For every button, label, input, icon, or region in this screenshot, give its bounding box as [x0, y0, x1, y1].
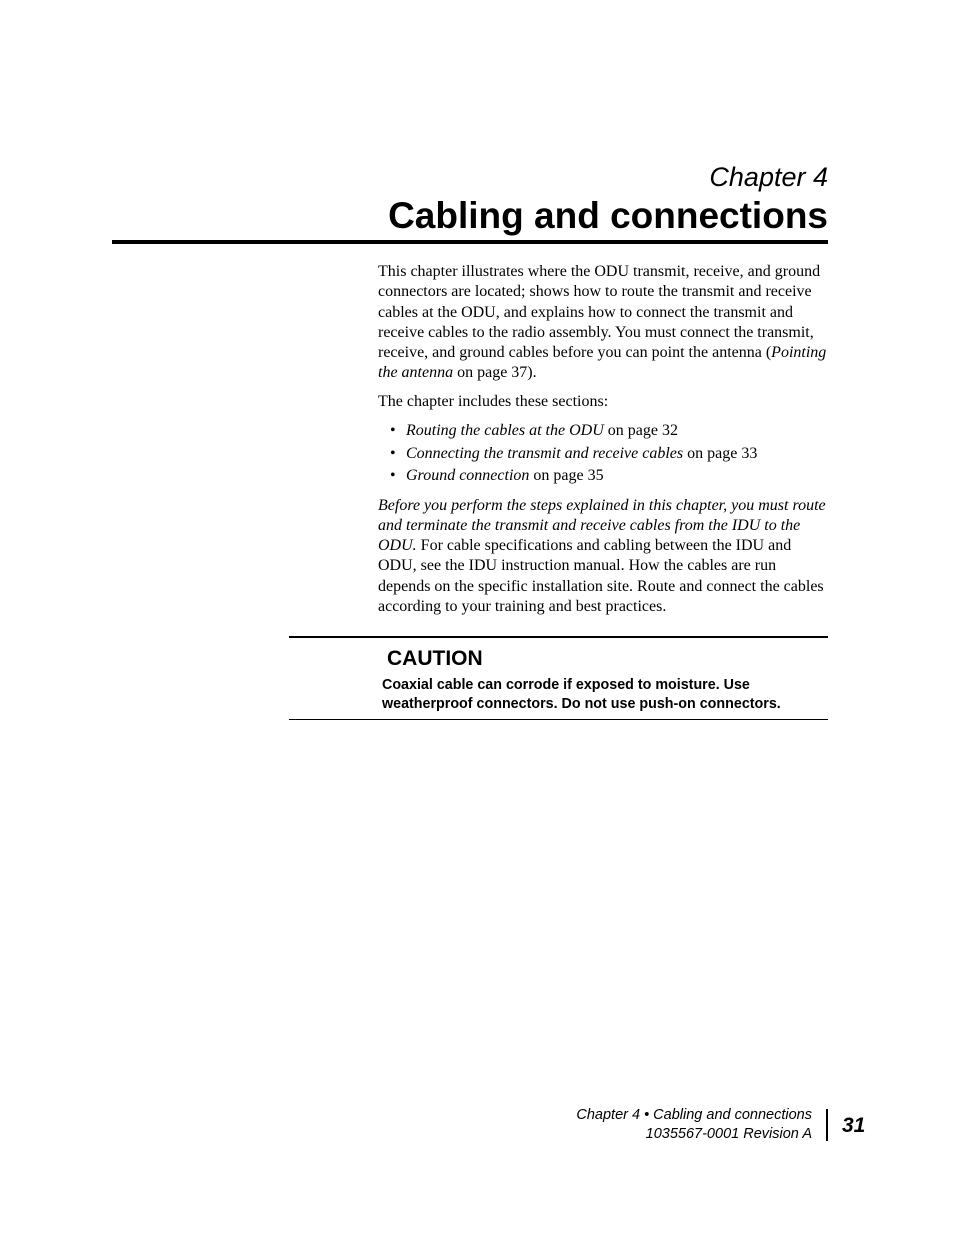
sections-intro: The chapter includes these sections: [378, 392, 609, 410]
section-item [378, 465, 828, 488]
intro-text: This chapter illustrates where the ODU transmit, receive, and ground connectors are located; shows how to route the transmit and receive cables at the ODU, and explains how to connect the transmit and receive cables to the radio assembly. You must connect the transmit, receive, and ground cables before you can point the antenna ( [378, 263, 821, 362]
section-page: on page 32 [603, 422, 678, 440]
section-link[interactable]: Routing the cables at the ODU [406, 422, 604, 440]
page-footer [576, 1106, 812, 1144]
bullet-icon: • [390, 444, 396, 462]
prerequisite-italic: Before you perform the steps explained in this chapter, you must route and terminate the transmit and receive cables from the IDU to the ODU. [378, 496, 826, 555]
caution-top-rule [289, 636, 828, 638]
title-rule [112, 240, 828, 244]
section-link[interactable]: Ground connection [406, 467, 530, 485]
footer-rule [826, 1109, 828, 1141]
section-link[interactable]: Connecting the transmit and receive cables [406, 444, 684, 462]
bullet-icon: • [390, 422, 396, 440]
caution-text: Coaxial cable can corrode if exposed to moisture. Use weatherproof connectors. Do not use push-on connectors. [382, 677, 781, 712]
section-page: on page 33 [683, 444, 758, 462]
section-item [378, 420, 828, 443]
chapter-title: Cabling and connections [388, 195, 828, 236]
prerequisite-text: For cable specifications and cabling between the IDU and ODU, see the IDU instruction manual. How the cables are run depends on the specific installation site. Route and connect the cables according to your training and best practices. [378, 537, 824, 616]
intro-text-tail: on page 37). [453, 364, 537, 382]
footer-revision: 1035567-0001 Revision A [645, 1126, 812, 1142]
caution-heading: CAUTION [387, 647, 483, 670]
section-list [378, 420, 828, 488]
section-item [378, 443, 828, 466]
intro-paragraph [378, 262, 828, 384]
caution-bottom-rule [289, 719, 828, 720]
chapter-body [378, 262, 828, 625]
footer-chapter: Chapter 4 • Cabling and connections [576, 1107, 812, 1123]
chapter-label: Chapter 4 [709, 162, 828, 192]
bullet-icon: • [390, 467, 396, 485]
page-number: 31 [842, 1114, 866, 1137]
intro-xref-pointing-antenna[interactable]: Pointing the antenna [378, 344, 827, 382]
prerequisite-paragraph [378, 496, 828, 618]
section-page: on page 35 [529, 467, 604, 485]
